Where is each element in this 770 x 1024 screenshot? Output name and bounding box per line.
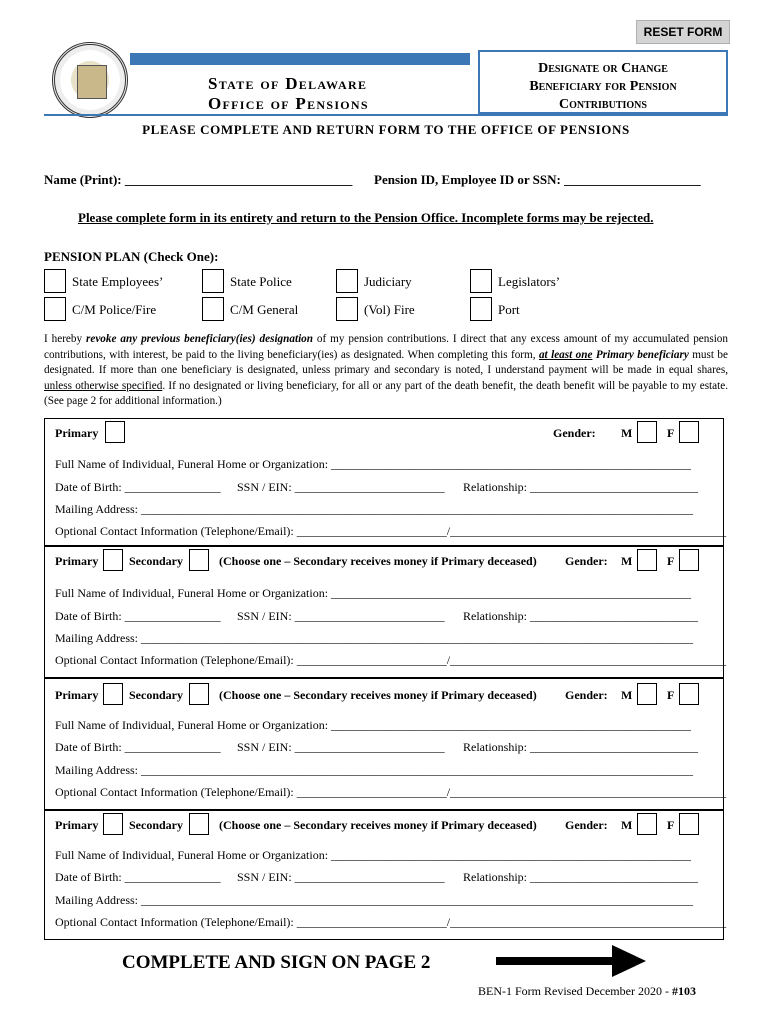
plan-label-legislators: Legislators’ <box>498 274 561 289</box>
full-name-field[interactable]: Full Name of Individual, Funeral Home or Organization: ____________________________________________________________ <box>55 718 692 732</box>
primary-label: Primary <box>55 554 99 568</box>
name-field[interactable]: Name (Print): ___________________________________ <box>44 172 353 187</box>
relationship-field[interactable]: Relationship: ____________________________ <box>463 870 698 884</box>
gender-m-checkbox[interactable] <box>637 549 657 571</box>
secondary-checkbox[interactable] <box>189 683 209 705</box>
primary-label: Primary <box>55 688 99 702</box>
mailing-address-field[interactable]: Mailing Address: ____________________________________________________________________________________________ <box>55 763 693 777</box>
beneficiary-section-3 <box>44 678 727 810</box>
full-name-field[interactable]: Full Name of Individual, Funeral Home or Organization: ____________________________________________________________ <box>55 457 692 471</box>
primary-checkbox[interactable] <box>105 421 125 443</box>
pension-id-field[interactable]: Pension ID, Employee ID or SSN: _____________________ <box>374 172 701 187</box>
gender-f-checkbox[interactable] <box>679 683 699 705</box>
ssn-field[interactable]: SSN / EIN: _________________________ <box>237 609 445 623</box>
choose-note: (Choose one – Secondary receives money if Primary deceased) <box>219 818 537 832</box>
dob-field[interactable]: Date of Birth: ________________ <box>55 870 221 884</box>
gender-f-checkbox[interactable] <box>679 813 699 835</box>
title-line1: Designate or Change <box>538 61 668 76</box>
full-name-field[interactable]: Full Name of Individual, Funeral Home or Organization: ____________________________________________________________ <box>55 586 692 600</box>
gender-f-checkbox[interactable] <box>679 421 699 443</box>
gender-m-label: M <box>621 426 633 440</box>
plan-label-cm-police-fire: C/M Police/Fire <box>72 302 157 317</box>
gender-m-checkbox[interactable] <box>637 683 657 705</box>
contact-info-field[interactable]: Optional Contact Information (Telephone/Email): _________________________/______________________________________________ <box>55 524 727 538</box>
plan-checkbox-state-police[interactable] <box>202 269 224 293</box>
gender-label: Gender: <box>565 688 608 702</box>
relationship-field[interactable]: Relationship: ____________________________ <box>463 740 698 754</box>
full-name-field[interactable]: Full Name of Individual, Funeral Home or Organization: ____________________________________________________________ <box>55 848 692 862</box>
ssn-field[interactable]: SSN / EIN: _________________________ <box>237 480 445 494</box>
plan-checkbox-port[interactable] <box>470 297 492 321</box>
plan-checkbox-vol-fire[interactable] <box>336 297 358 321</box>
gender-f-label: F <box>667 426 675 440</box>
gender-f-label: F <box>667 554 675 568</box>
relationship-field[interactable]: Relationship: ____________________________ <box>463 480 698 494</box>
right-arrow-icon <box>494 942 648 980</box>
plan-label-judiciary: Judiciary <box>364 274 412 289</box>
choose-note: (Choose one – Secondary receives money if Primary deceased) <box>219 688 537 702</box>
gender-m-label: M <box>621 554 633 568</box>
plan-checkbox-state-employees[interactable] <box>44 269 66 293</box>
plan-label-port: Port <box>498 302 520 317</box>
plan-label-state-employees: State Employees’ <box>72 274 164 289</box>
dob-field[interactable]: Date of Birth: ________________ <box>55 480 221 494</box>
plan-checkbox-cm-police-fire[interactable] <box>44 297 66 321</box>
contact-info-field[interactable]: Optional Contact Information (Telephone/Email): _________________________/______________________________________________ <box>55 653 727 667</box>
contact-info-field[interactable]: Optional Contact Information (Telephone/Email): _________________________/______________________________________________ <box>55 785 727 799</box>
gender-label: Gender: <box>565 818 608 832</box>
beneficiary-section-2 <box>44 546 727 678</box>
form-reference: BEN-1 Form Revised December 2020 - #103 <box>478 984 696 998</box>
gender-f-label: F <box>667 818 675 832</box>
choose-note: (Choose one – Secondary receives money if Primary deceased) <box>219 554 537 568</box>
agency-line1: State of Delaware <box>208 74 368 93</box>
state-seal-logo <box>52 42 128 118</box>
mailing-address-field[interactable]: Mailing Address: ____________________________________________________________________________________________ <box>55 631 693 645</box>
gender-label: Gender: <box>565 554 608 568</box>
agency-name <box>208 74 369 114</box>
dob-field[interactable]: Date of Birth: ________________ <box>55 609 221 623</box>
completion-notice: Please complete form in its entirety and return to the Pension Office. Incomplete forms may be rejected. <box>78 210 654 225</box>
plan-label-cm-general: C/M General <box>230 302 299 317</box>
relationship-field[interactable]: Relationship: ____________________________ <box>463 609 698 623</box>
return-instruction: PLEASE COMPLETE AND RETURN FORM TO THE OFFICE OF PENSIONS <box>142 122 630 137</box>
ssn-field[interactable]: SSN / EIN: _________________________ <box>237 870 445 884</box>
gender-m-label: M <box>621 688 633 702</box>
gender-f-checkbox[interactable] <box>679 549 699 571</box>
plan-checkbox-cm-general[interactable] <box>202 297 224 321</box>
gender-label: Gender: <box>553 426 596 440</box>
gender-m-label: M <box>621 818 633 832</box>
gender-f-label: F <box>667 688 675 702</box>
title-line2: Beneficiary for Pension <box>529 79 677 94</box>
secondary-checkbox[interactable] <box>189 549 209 571</box>
plan-label-state-police: State Police <box>230 274 292 289</box>
plan-checkbox-legislators[interactable] <box>470 269 492 293</box>
primary-checkbox[interactable] <box>103 813 123 835</box>
secondary-checkbox[interactable] <box>189 813 209 835</box>
gender-m-checkbox[interactable] <box>637 813 657 835</box>
header-bar <box>130 53 470 65</box>
plan-checkbox-judiciary[interactable] <box>336 269 358 293</box>
primary-checkbox[interactable] <box>103 549 123 571</box>
gender-m-checkbox[interactable] <box>637 421 657 443</box>
secondary-label: Secondary <box>129 818 183 832</box>
primary-checkbox[interactable] <box>103 683 123 705</box>
mailing-address-field[interactable]: Mailing Address: ____________________________________________________________________________________________ <box>55 502 693 516</box>
ssn-field[interactable]: SSN / EIN: _________________________ <box>237 740 445 754</box>
header-divider <box>44 114 728 116</box>
dob-field[interactable]: Date of Birth: ________________ <box>55 740 221 754</box>
sign-page-2-instruction: COMPLETE AND SIGN ON PAGE 2 <box>122 952 431 973</box>
plan-label-vol-fire: (Vol) Fire <box>364 302 415 317</box>
title-line3: Contributions <box>559 97 647 112</box>
mailing-address-field[interactable]: Mailing Address: ____________________________________________________________________________________________ <box>55 893 693 907</box>
reset-form-button[interactable]: RESET FORM <box>636 20 730 44</box>
primary-label: Primary <box>55 818 99 832</box>
plan-heading: PENSION PLAN (Check One): <box>44 249 219 264</box>
secondary-label: Secondary <box>129 554 183 568</box>
beneficiary-section-4 <box>44 810 727 940</box>
revocation-paragraph: I hereby revoke any previous beneficiary(ies) designation of my pension contributions. I direct that any excess amount of my accumulated pension contributions, with interest, be paid to the living beneficiary(ies) as designated. When completing this form, at least one Primary beneficiary must be designated. If more than one beneficiary is designated, unless primary and secondary is noted, I understand payment will be made in equal shares, unless otherwise specified. If no designated or living beneficiary, for all or any part of the death benefit, the death benefit will be payable to my estate. (See page 2 for additional information.) <box>44 333 729 407</box>
primary-label: Primary <box>55 426 99 440</box>
beneficiary-section-1 <box>44 418 727 546</box>
agency-line2: Office of Pensions <box>208 94 369 113</box>
contact-info-field[interactable]: Optional Contact Information (Telephone/Email): _________________________/______________________________________________ <box>55 915 727 929</box>
form-title <box>478 50 728 114</box>
secondary-label: Secondary <box>129 688 183 702</box>
